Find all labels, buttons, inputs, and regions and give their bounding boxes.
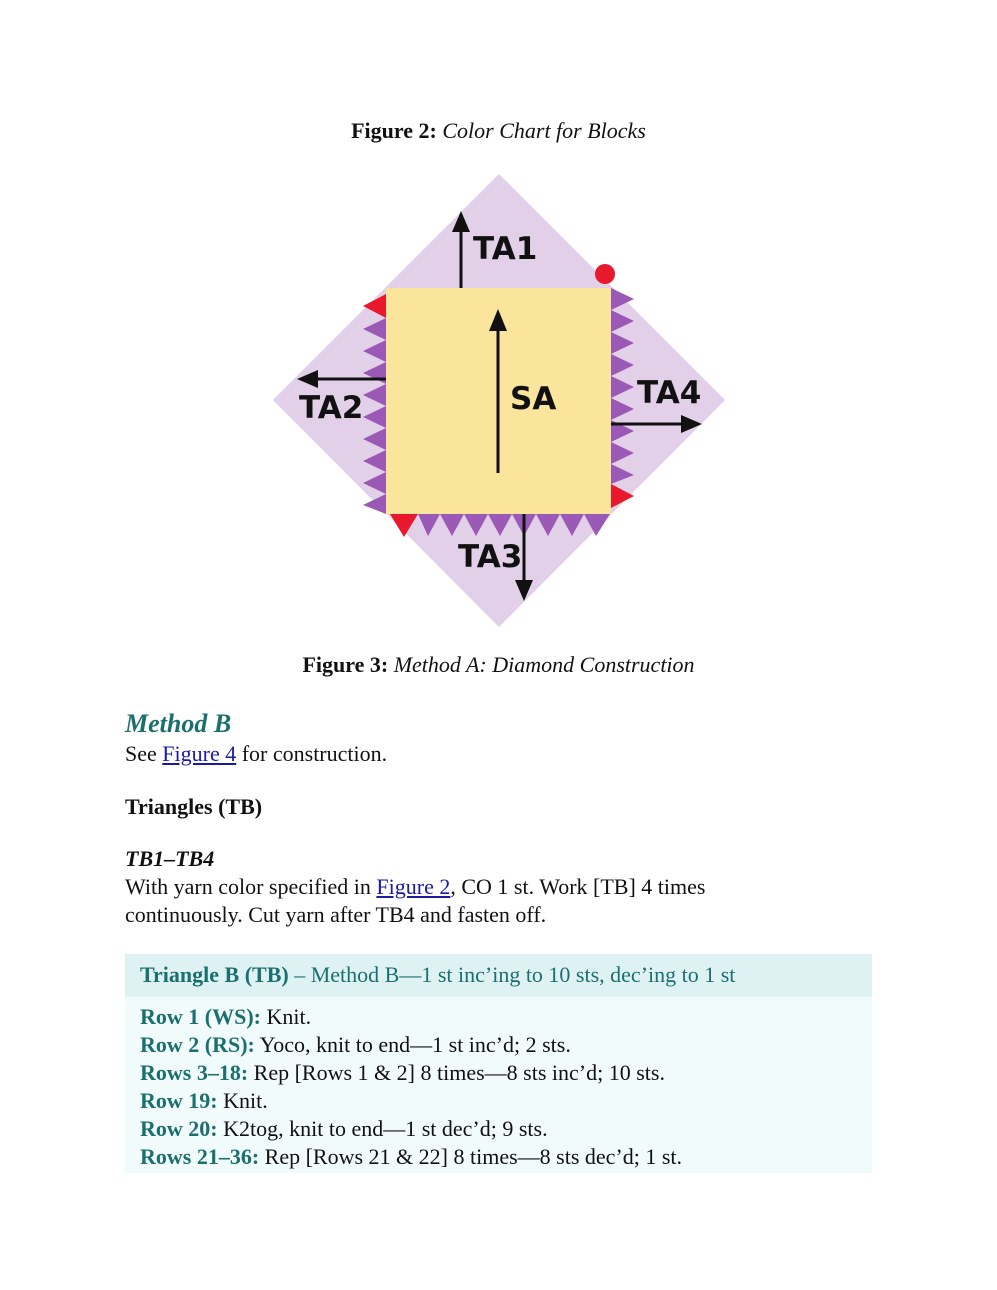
tb-line2: continuously. Cut yarn after TB4 and fasten off.	[125, 902, 547, 927]
row-label: Row 19:	[140, 1088, 218, 1113]
see-figure-line	[125, 740, 387, 768]
triangle-b-pattern-box	[125, 954, 872, 1173]
pattern-row	[140, 1059, 857, 1087]
figure-4-link[interactable]: Figure 4	[162, 741, 237, 766]
label-ta2: TA2	[299, 390, 364, 426]
pattern-rows	[125, 997, 872, 1173]
figure-2-label: Figure 2:	[351, 118, 437, 143]
tb-prefix: With yarn color specified in	[125, 874, 377, 899]
row-text: Rep [Rows 21 & 22] 8 times—8 sts dec’d; 1 st.	[259, 1144, 683, 1169]
figure-2-caption	[0, 117, 997, 145]
pattern-row	[140, 1003, 857, 1031]
label-sa: SA	[510, 381, 557, 417]
pattern-header-bold: Triangle B (TB)	[140, 962, 289, 987]
pattern-row	[140, 1143, 857, 1171]
label-ta4: TA4	[637, 375, 702, 411]
label-ta1: TA1	[473, 231, 538, 267]
tb-instructions	[125, 873, 870, 929]
method-b-heading: Method B	[125, 709, 232, 738]
start-dot	[595, 264, 615, 284]
see-prefix: See	[125, 741, 163, 766]
triangles-heading: Triangles (TB)	[125, 794, 263, 819]
row-label: Rows 21–36:	[140, 1144, 260, 1169]
row-label: Row 2 (RS):	[140, 1032, 255, 1057]
label-ta3: TA3	[458, 539, 523, 575]
figure-2-title: Color Chart for Blocks	[442, 118, 646, 143]
tb-line1-suffix: , CO 1 st. Work [TB] 4 times	[450, 874, 706, 899]
row-label: Row 1 (WS):	[140, 1004, 261, 1029]
figure-2-link[interactable]: Figure 2	[376, 874, 451, 899]
tb-heading: TB1–TB4	[125, 846, 215, 871]
see-suffix: for construction.	[236, 741, 388, 766]
row-text: Rep [Rows 1 & 2] 8 times—8 sts inc’d; 10 sts.	[248, 1060, 665, 1085]
pattern-row	[140, 1087, 857, 1115]
pattern-header	[125, 954, 872, 997]
row-text: Knit.	[217, 1088, 268, 1113]
pattern-row	[140, 1031, 857, 1059]
row-text: K2tog, knit to end—1 st dec’d; 9 sts.	[217, 1116, 548, 1141]
figure-3-label: Figure 3:	[302, 652, 389, 677]
row-text: Knit.	[261, 1004, 312, 1029]
diamond-construction-diagram	[268, 170, 730, 632]
row-text: Yoco, knit to end—1 st inc’d; 2 sts.	[254, 1032, 571, 1057]
pattern-row	[140, 1115, 857, 1143]
figure-3-title: Method A: Diamond Construction	[393, 652, 695, 677]
row-label: Rows 3–18:	[140, 1060, 249, 1085]
pattern-header-rest: – Method B—1 st inc’ing to 10 sts, dec’ing to 1 st	[288, 962, 736, 987]
figure-3-caption	[0, 651, 997, 679]
row-label: Row 20:	[140, 1116, 218, 1141]
